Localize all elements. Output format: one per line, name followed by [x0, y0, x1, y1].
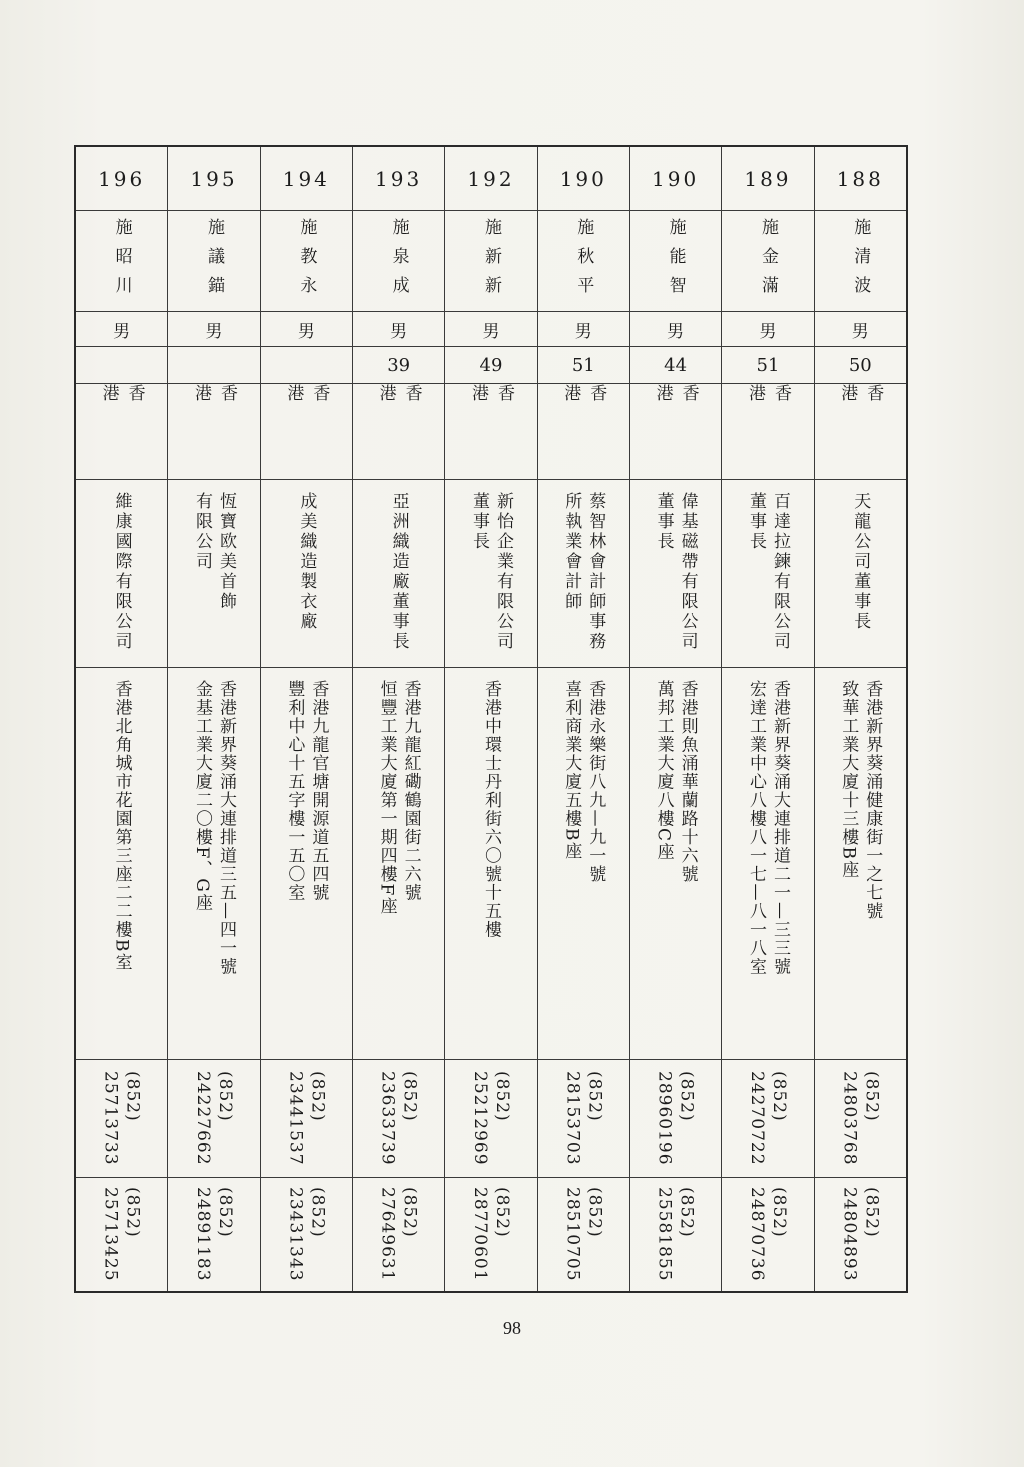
entry-sex-cell	[353, 311, 444, 346]
entry-place: 香港	[190, 384, 237, 439]
entry-sex: 男	[667, 321, 685, 342]
entry-occupation-cell	[353, 479, 444, 667]
entry-sex: 男	[482, 321, 500, 342]
entry-address: 香港九龍官塘開源道五四號 豐利中心十五字樓一五〇室	[284, 680, 329, 902]
table-column	[167, 147, 259, 1291]
entry-occupation-cell	[168, 479, 259, 667]
table-column	[814, 147, 906, 1291]
entry-occupation: 蔡智林會計師事務 所執業會計師	[561, 492, 606, 652]
entry-address-cell	[168, 667, 259, 1059]
entry-number-cell	[630, 147, 721, 210]
entry-age-cell	[353, 346, 444, 383]
entry-place: 香港	[560, 384, 607, 439]
entry-place: 香港	[375, 384, 422, 439]
entry-age-cell	[76, 346, 167, 383]
entry-occupation: 天龍公司董事長	[850, 492, 871, 632]
entry-occupation: 維康國際有限公司	[111, 492, 132, 652]
entry-fax-cell	[538, 1177, 629, 1291]
entry-number-cell	[538, 147, 629, 210]
entry-fax-cell	[815, 1177, 906, 1291]
entry-sex: 男	[297, 321, 315, 342]
entry-address: 香港新界葵涌健康街一之七號 致華工業大廈十三樓B座	[838, 680, 883, 921]
entry-name-cell	[445, 210, 536, 311]
entry-name: 施議錨	[203, 217, 224, 305]
entry-address-cell	[445, 667, 536, 1059]
entry-address-cell	[261, 667, 352, 1059]
entry-telephone: (852) 25713733	[100, 1071, 143, 1166]
entry-telephone-cell	[76, 1059, 167, 1177]
entry-telephone-cell	[722, 1059, 813, 1177]
entry-address-cell	[630, 667, 721, 1059]
entry-name-cell	[815, 210, 906, 311]
entry-fax: (852) 28510705	[562, 1187, 605, 1282]
entry-sex-cell	[815, 311, 906, 346]
entry-age: 51	[571, 354, 595, 376]
entry-age: 49	[479, 354, 503, 376]
entry-sex: 男	[574, 321, 592, 342]
entry-address-cell	[353, 667, 444, 1059]
entry-age-cell	[261, 346, 352, 383]
entry-occupation-cell	[722, 479, 813, 667]
entry-name: 施秋平	[573, 217, 594, 305]
entry-fax: (852) 28770601	[469, 1187, 512, 1282]
entry-place-cell	[261, 383, 352, 479]
entry-name: 施金滿	[757, 217, 778, 305]
entry-fax: (852) 25713425	[100, 1187, 143, 1282]
entry-place-cell	[630, 383, 721, 479]
entry-number-cell	[815, 147, 906, 210]
entry-place-cell	[722, 383, 813, 479]
entry-age: 50	[848, 354, 872, 376]
entry-sex-cell	[168, 311, 259, 346]
entry-telephone: (852) 25212969	[469, 1071, 512, 1166]
entry-occupation-cell	[630, 479, 721, 667]
entry-number: 195	[190, 166, 238, 191]
entry-name: 施新新	[480, 217, 501, 305]
entry-name-cell	[168, 210, 259, 311]
entry-name-cell	[630, 210, 721, 311]
entry-occupation-cell	[76, 479, 167, 667]
entry-name-cell	[353, 210, 444, 311]
entry-sex-cell	[76, 311, 167, 346]
entry-number: 190	[652, 166, 700, 191]
table-column	[444, 147, 536, 1291]
entry-name-cell	[76, 210, 167, 311]
entry-fax-cell	[445, 1177, 536, 1291]
entry-number: 189	[744, 166, 792, 191]
entry-sex-cell	[722, 311, 813, 346]
entry-sex-cell	[538, 311, 629, 346]
entry-age: 51	[756, 354, 780, 376]
entry-number: 196	[98, 166, 146, 191]
member-table	[74, 145, 908, 1293]
entry-telephone: (852) 24803768	[839, 1071, 882, 1166]
entry-place: 香港	[467, 384, 514, 439]
entry-telephone-cell	[538, 1059, 629, 1177]
entry-sex-cell	[445, 311, 536, 346]
entry-place-cell	[538, 383, 629, 479]
entry-fax-cell	[76, 1177, 167, 1291]
entry-fax-cell	[353, 1177, 444, 1291]
entry-occupation-cell	[445, 479, 536, 667]
entry-name: 施清波	[850, 217, 871, 305]
entry-name: 施教永	[296, 217, 317, 305]
entry-telephone: (852) 23633739	[377, 1071, 420, 1166]
entry-occupation-cell	[538, 479, 629, 667]
entry-place: 香港	[652, 384, 699, 439]
entry-name-cell	[261, 210, 352, 311]
entry-telephone-cell	[168, 1059, 259, 1177]
entry-sex: 男	[759, 321, 777, 342]
entry-telephone: (852) 24270722	[746, 1071, 789, 1166]
entry-age-cell	[815, 346, 906, 383]
entry-sex: 男	[113, 321, 131, 342]
entry-occupation: 新怡企業有限公司 董事長	[468, 492, 513, 652]
entry-fax-cell	[261, 1177, 352, 1291]
entry-fax: (852) 25581855	[654, 1187, 697, 1282]
entry-fax: (852) 23431343	[285, 1187, 328, 1282]
entry-telephone-cell	[815, 1059, 906, 1177]
entry-number-cell	[445, 147, 536, 210]
entry-occupation: 成美織造製衣廠	[296, 492, 317, 632]
entry-age: 39	[387, 354, 411, 376]
entry-sex: 男	[390, 321, 408, 342]
entry-address: 香港北角城市花園第三座二二樓B室	[111, 680, 132, 972]
entry-name: 施昭川	[111, 217, 132, 305]
entry-name-cell	[538, 210, 629, 311]
entry-place: 香港	[837, 384, 884, 439]
entry-sex-cell	[630, 311, 721, 346]
entry-address: 香港新界葵涌大連排道三五—四一號 金基工業大廈二〇樓F、G座	[191, 680, 236, 976]
entry-address: 香港新界葵涌大連排道二一—三三號 宏達工業中心八樓八一七—八一八室	[745, 680, 790, 976]
entry-age-cell	[630, 346, 721, 383]
entry-place-cell	[815, 383, 906, 479]
entry-place: 香港	[744, 384, 791, 439]
entry-number-cell	[168, 147, 259, 210]
entry-number: 194	[282, 166, 330, 191]
entry-fax: (852) 24891183	[192, 1187, 235, 1282]
entry-age-cell	[168, 346, 259, 383]
entry-address-cell	[538, 667, 629, 1059]
entry-address-cell	[815, 667, 906, 1059]
entry-telephone: (852) 28960196	[654, 1071, 697, 1166]
entry-address: 香港則魚涌華蘭路十六號 萬邦工業大廈八樓C座	[653, 680, 698, 884]
entry-place-cell	[76, 383, 167, 479]
table-column	[76, 147, 167, 1291]
entry-age-cell	[722, 346, 813, 383]
entry-sex: 男	[851, 321, 869, 342]
entry-number-cell	[261, 147, 352, 210]
entry-occupation-cell	[815, 479, 906, 667]
entry-occupation: 偉基磁帶有限公司 董事長	[653, 492, 698, 652]
entry-place: 香港	[283, 384, 330, 439]
entry-address-cell	[722, 667, 813, 1059]
entry-number: 190	[559, 166, 607, 191]
table-column	[629, 147, 721, 1291]
entry-address: 香港九龍紅磡鶴園街二六號 恒豐工業大廈第一期四樓F座	[376, 680, 421, 916]
entry-number-cell	[722, 147, 813, 210]
entry-telephone-cell	[353, 1059, 444, 1177]
table-column	[352, 147, 444, 1291]
entry-sex-cell	[261, 311, 352, 346]
entry-fax: (852) 24804893	[839, 1187, 882, 1282]
entry-telephone-cell	[445, 1059, 536, 1177]
entry-fax-cell	[722, 1177, 813, 1291]
entry-place-cell	[445, 383, 536, 479]
entry-address-cell	[76, 667, 167, 1059]
entry-number-cell	[76, 147, 167, 210]
entry-age-cell	[445, 346, 536, 383]
entry-number: 188	[836, 166, 884, 191]
entry-fax-cell	[630, 1177, 721, 1291]
entry-address: 香港中環士丹利街六〇號十五樓	[480, 680, 501, 939]
entry-age-cell	[538, 346, 629, 383]
entry-occupation: 百達拉鍊有限公司 董事長	[745, 492, 790, 652]
entry-name-cell	[722, 210, 813, 311]
entry-telephone-cell	[261, 1059, 352, 1177]
entry-place: 香港	[98, 384, 145, 439]
entry-place-cell	[168, 383, 259, 479]
entry-telephone: (852) 24227662	[192, 1071, 235, 1166]
table-column	[721, 147, 813, 1291]
entry-fax: (852) 27649631	[377, 1187, 420, 1282]
entry-occupation: 恆寶欧美首飾 有限公司	[191, 492, 236, 612]
entry-name: 施泉成	[388, 217, 409, 305]
entry-number: 193	[375, 166, 423, 191]
entry-telephone: (852) 23441537	[285, 1071, 328, 1166]
entry-fax-cell	[168, 1177, 259, 1291]
table-column	[260, 147, 352, 1291]
entry-sex: 男	[205, 321, 223, 342]
entry-age: 44	[664, 354, 688, 376]
entry-telephone: (852) 28153703	[562, 1071, 605, 1166]
entry-name: 施能智	[665, 217, 686, 305]
entry-fax: (852) 24870736	[746, 1187, 789, 1282]
entry-number: 192	[467, 166, 515, 191]
entry-occupation-cell	[261, 479, 352, 667]
entry-number-cell	[353, 147, 444, 210]
table-column	[537, 147, 629, 1291]
entry-place-cell	[353, 383, 444, 479]
entry-telephone-cell	[630, 1059, 721, 1177]
entry-occupation: 亞洲織造廠董事長	[388, 492, 409, 652]
entry-address: 香港永樂街八九—九一號 喜利商業大廈五樓B座	[561, 680, 606, 884]
page-number: 98	[503, 1318, 521, 1338]
